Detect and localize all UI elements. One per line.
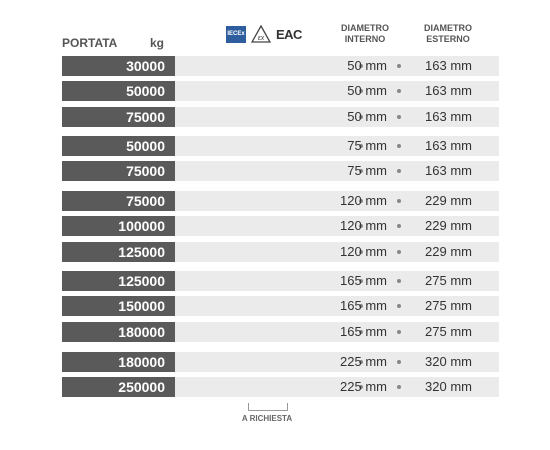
svg-text:εx: εx: [257, 35, 265, 42]
cert-dot-icon: [397, 144, 401, 148]
table-row: [62, 136, 499, 156]
cert-dot-icon: [397, 224, 401, 228]
row-details: [175, 56, 499, 76]
cert-dot-icon: [397, 360, 401, 364]
header-portata: PORTATA: [62, 36, 118, 50]
table-row: [62, 161, 499, 181]
diametro-esterno-cell: 163 mm: [425, 58, 472, 73]
header-diametro-esterno-line2: ESTERNO: [426, 34, 470, 44]
diametro-esterno-cell: 163 mm: [425, 83, 472, 98]
row-details: [175, 107, 499, 127]
diametro-interno-cell: 50 mm: [347, 83, 387, 98]
cert-dot-icon: [397, 89, 401, 93]
diametro-interno-cell: 75 mm: [347, 163, 387, 178]
diametro-interno-cell: 120 mm: [340, 244, 387, 259]
row-details: [175, 377, 499, 397]
cert-dot-icon: [397, 115, 401, 119]
certification-logos: [226, 24, 302, 44]
diametro-esterno-cell: 275 mm: [425, 324, 472, 339]
diametro-interno-cell: 120 mm: [340, 218, 387, 233]
row-details: [175, 352, 499, 372]
diametro-interno-cell: 75 mm: [347, 138, 387, 153]
table-row: [62, 191, 499, 211]
header-diametro-interno-line2: INTERNO: [344, 34, 386, 44]
row-details: [175, 216, 499, 236]
table-row: [62, 296, 499, 316]
diametro-interno-cell: 165 mm: [340, 324, 387, 339]
diametro-esterno-cell: 320 mm: [425, 379, 472, 394]
diametro-interno-cell: 50 mm: [347, 58, 387, 73]
portata-cell: 125000: [62, 271, 175, 291]
diametro-esterno-cell: 163 mm: [425, 138, 472, 153]
on-request-note: A RICHIESTA: [241, 414, 293, 423]
header-diametro-interno-line1: DIAMETRO: [341, 23, 389, 33]
portata-cell: 50000: [62, 136, 175, 156]
diametro-esterno-cell: 229 mm: [425, 218, 472, 233]
portata-cell: 125000: [62, 242, 175, 262]
table-row: [62, 322, 499, 342]
row-details: [175, 271, 499, 291]
iecex-logo-icon: IECEx: [226, 26, 246, 43]
eac-logo-icon: EAC: [276, 26, 302, 42]
portata-cell: 250000: [62, 377, 175, 397]
portata-cell: 75000: [62, 161, 175, 181]
portata-cell: 100000: [62, 216, 175, 236]
table-row: [62, 81, 499, 101]
cert-dot-icon: [397, 304, 401, 308]
diametro-interno-cell: 165 mm: [340, 273, 387, 288]
cert-dot-icon: [397, 250, 401, 254]
cert-dot-icon: [397, 385, 401, 389]
portata-cell: 75000: [62, 107, 175, 127]
row-details: [175, 81, 499, 101]
cert-dot-icon: [397, 330, 401, 334]
diametro-interno-cell: 225 mm: [340, 354, 387, 369]
table-row: [62, 216, 499, 236]
table-row: [62, 107, 499, 127]
diametro-interno-cell: 165 mm: [340, 298, 387, 313]
row-details: [175, 242, 499, 262]
diametro-interno-cell: 225 mm: [340, 379, 387, 394]
on-request-bracket: [248, 403, 288, 411]
portata-cell: 75000: [62, 191, 175, 211]
row-details: [175, 161, 499, 181]
cert-dot-icon: [397, 199, 401, 203]
diametro-esterno-cell: 229 mm: [425, 193, 472, 208]
diametro-interno-cell: 120 mm: [340, 193, 387, 208]
portata-cell: 150000: [62, 296, 175, 316]
cert-dot-icon: [397, 169, 401, 173]
diametro-esterno-cell: 320 mm: [425, 354, 472, 369]
portata-cell: 50000: [62, 81, 175, 101]
header-diametro-interno: [330, 23, 400, 45]
atex-ex-icon: [251, 25, 271, 43]
diametro-esterno-cell: 275 mm: [425, 273, 472, 288]
row-details: [175, 322, 499, 342]
portata-cell: 30000: [62, 56, 175, 76]
header-diametro-esterno-line1: DIAMETRO: [424, 23, 472, 33]
row-details: [175, 296, 499, 316]
row-details: [175, 191, 499, 211]
table-row: [62, 271, 499, 291]
diametro-esterno-cell: 163 mm: [425, 163, 472, 178]
diametro-interno-cell: 50 mm: [347, 109, 387, 124]
table-row: [62, 242, 499, 262]
diametro-esterno-cell: 163 mm: [425, 109, 472, 124]
cert-dot-icon: [397, 279, 401, 283]
portata-cell: 180000: [62, 352, 175, 372]
header-diametro-esterno: [413, 23, 483, 45]
row-details: [175, 136, 499, 156]
diametro-esterno-cell: 229 mm: [425, 244, 472, 259]
table-row: [62, 56, 499, 76]
cert-dot-icon: [397, 64, 401, 68]
table-row: [62, 377, 499, 397]
table-row: [62, 352, 499, 372]
portata-cell: 180000: [62, 322, 175, 342]
diametro-esterno-cell: 275 mm: [425, 298, 472, 313]
header-unit: kg: [150, 36, 165, 50]
